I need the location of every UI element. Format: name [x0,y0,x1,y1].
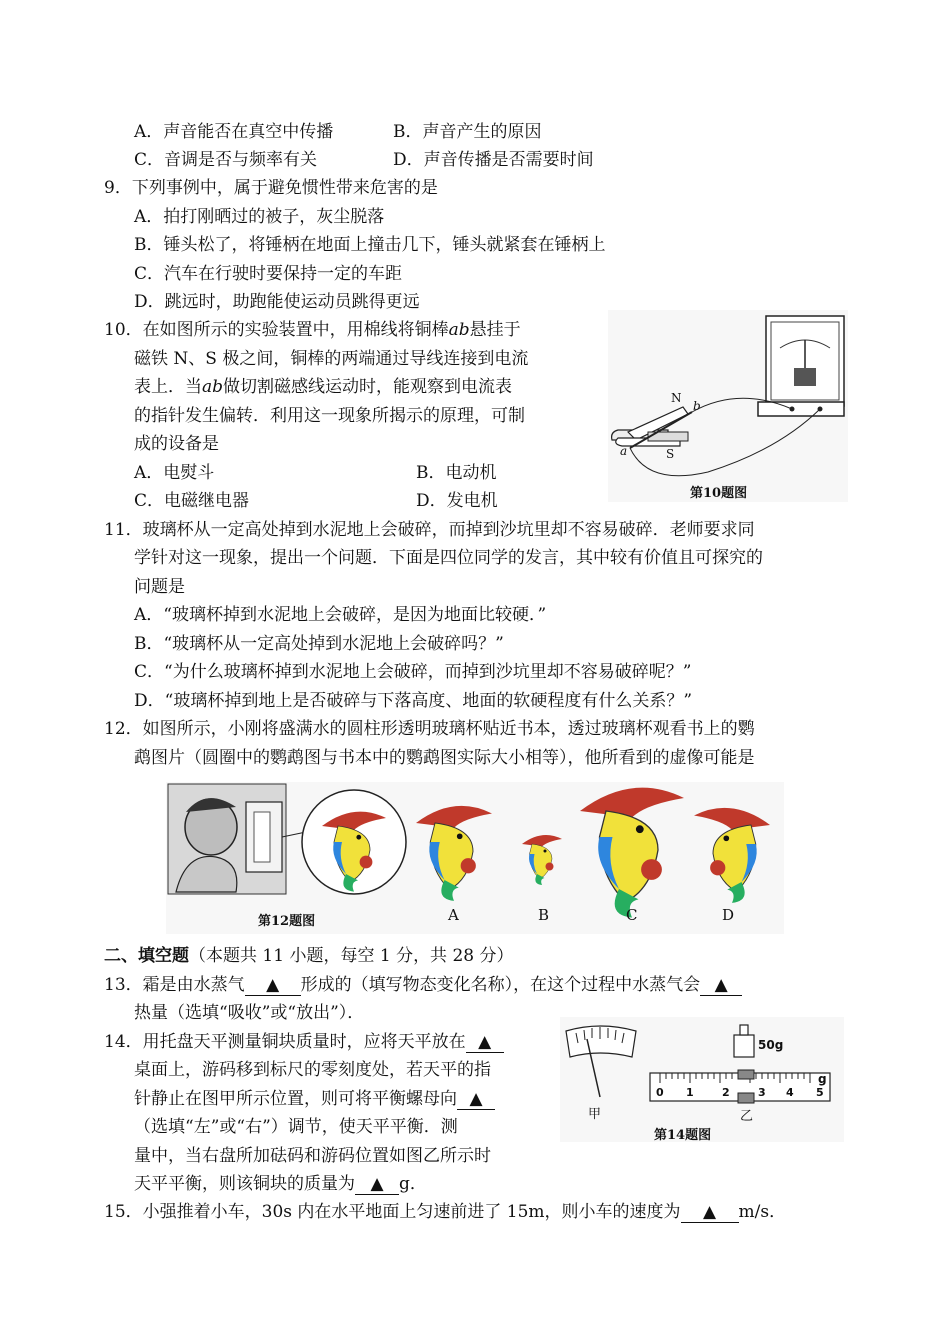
q10-apparatus-drawing [608,310,848,502]
q10-label-n: N [671,391,682,405]
q12-figure [166,782,784,934]
q10-figure [608,310,848,502]
q13-blank-1[interactable]: ▲ [245,975,301,996]
q13-line-1: 13．霜是由水蒸气 ▲ 形成的（填写物态变化名称），在这个过程中水蒸气会 ▲ [104,972,742,998]
q10-line-5: 成的设备是 [134,434,219,454]
q10-label-s: S [666,447,675,461]
q8-option-d: D．声音传播是否需要时间 [393,150,594,170]
q11-option-c: C．“为什么玻璃杯掉到水泥地上会破碎，而掉到沙坑里却不容易破碎呢？” [134,662,692,682]
q14-tick-4: 4 [786,1086,794,1099]
q14-blank-1[interactable]: ▲ [466,1032,504,1053]
q14-line-6: 天平平衡，则该铜块的质量为 ▲ g． [134,1174,427,1194]
q12-option-a-label: A [448,906,459,924]
q13-blank-2[interactable]: ▲ [700,975,742,996]
q14-figure [560,1017,844,1142]
q12-line-2: 鹉图片（圆圈中的鹦鹉图与书本中的鹦鹉图实际大小相等），他所看到的虚像可能是 [134,748,755,768]
q9-stem: 9．下列事例中，属于避免惯性带来危害的是 [104,178,438,198]
q15-blank-1[interactable]: ▲ [681,1202,739,1223]
q8-option-b: B．声音产生的原因 [393,122,542,142]
q14-figure-caption: 第14题图 [654,1128,712,1143]
q14-tick-2: 2 [722,1086,730,1099]
q14-tick-0: 0 [656,1086,664,1099]
q12-line-1: 12．如图所示，小刚将盛满水的圆柱形透明玻璃杯贴近书本，透过玻璃杯观看书上的鹦 [104,719,755,739]
q10-label-a: a [620,444,628,458]
q14-line-4: （选填“左”或“右”）调节，使天平平衡．测 [134,1117,458,1137]
q14-unit-label: g [818,1072,827,1086]
q13-line-2: 热量（选填“吸收”或“放出”）． [134,1003,365,1023]
q9-option-b: B．锤头松了，将锤柄在地面上撞击几下，锤头就紧套在锤柄上 [134,235,606,255]
q10-line-3: 表上．当ab做切割磁感线运动时，能观察到电流表 [134,377,513,397]
q9-option-c: C．汽车在行驶时要保持一定的车距 [134,264,403,284]
q10-option-c: C．电磁继电器 [134,491,250,511]
q9-option-a: A．拍打刚晒过的被子，灰尘脱落 [134,207,385,227]
q10-line-4: 的指针发生偏转．利用这一现象所揭示的原理，可制 [134,406,525,426]
q10-option-a: A．电熨斗 [134,463,215,483]
q8-option-a: A．声音能否在真空中传播 [134,122,334,142]
q12-figure-caption: 第12题图 [258,914,316,929]
q12-option-b-label: B [538,906,550,924]
q11-line-3: 问题是 [134,577,185,597]
q9-option-d: D．跳远时，助跑能使运动员跳得更远 [134,292,420,312]
q15-line-1: 15．小强推着小车，30s 内在水平地面上匀速前进了 15m，则小车的速度为 ▲ m/s． [104,1202,787,1222]
q14-weight-label: 50g [758,1038,784,1052]
q12-option-c-label: C [626,906,638,924]
q10-line-1: 10．在如图所示的实验装置中，用棉线将铜棒ab悬挂于 [104,320,521,340]
q11-option-a: A．“玻璃杯掉到水泥地上会破碎，是因为地面比较硬．” [134,605,547,625]
q10-label-b: b [693,399,701,413]
q10-figure-caption: 第10题图 [690,486,748,501]
q10-option-b: B．电动机 [416,463,497,483]
q11-line-2: 学针对这一现象，提出一个问题．下面是四位同学的发言，其中较有价值且可探究的 [134,548,763,568]
q14-line-2: 桌面上，游码移到标尺的零刻度处，若天平的指 [134,1060,491,1080]
q11-option-d: D．“玻璃杯掉到地上是否破碎与下落高度、地面的软硬程度有什么关系？” [134,691,693,711]
q10-option-d: D．发电机 [416,491,498,511]
q14-tick-1: 1 [686,1086,694,1099]
q8-option-c: C．音调是否与频率有关 [134,150,318,170]
q11-line-1: 11．玻璃杯从一定高处掉到水泥地上会破碎，而掉到沙坑里却不容易破碎．老师要求同 [104,520,755,540]
q14-label-yi: 乙 [740,1109,754,1124]
q14-line-5: 量中，当右盘所加砝码和游码位置如图乙所示时 [134,1146,491,1166]
q14-tick-3: 3 [758,1086,766,1099]
q10-line-2: 磁铁 N、S 极之间，铜棒的两端通过导线连接到电流 [134,349,529,369]
section-2-heading: 二、填空题（本题共 11 小题，每空 1 分，共 28 分） [104,946,514,966]
q14-line-1: 14．用托盘天平测量铜块质量时，应将天平放在 ▲ [104,1029,504,1055]
q14-blank-2[interactable]: ▲ [457,1089,495,1110]
q14-line-3: 针静止在图甲所示位置，则可将平衡螺母向 ▲ [134,1086,495,1112]
q11-option-b: B．“玻璃杯从一定高处掉到水泥地上会破碎吗？” [134,634,504,654]
q14-blank-3[interactable]: ▲ [355,1174,399,1195]
q12-option-d-label: D [722,906,735,924]
q14-tick-5: 5 [816,1086,824,1099]
q14-label-jia: 甲 [588,1107,602,1122]
